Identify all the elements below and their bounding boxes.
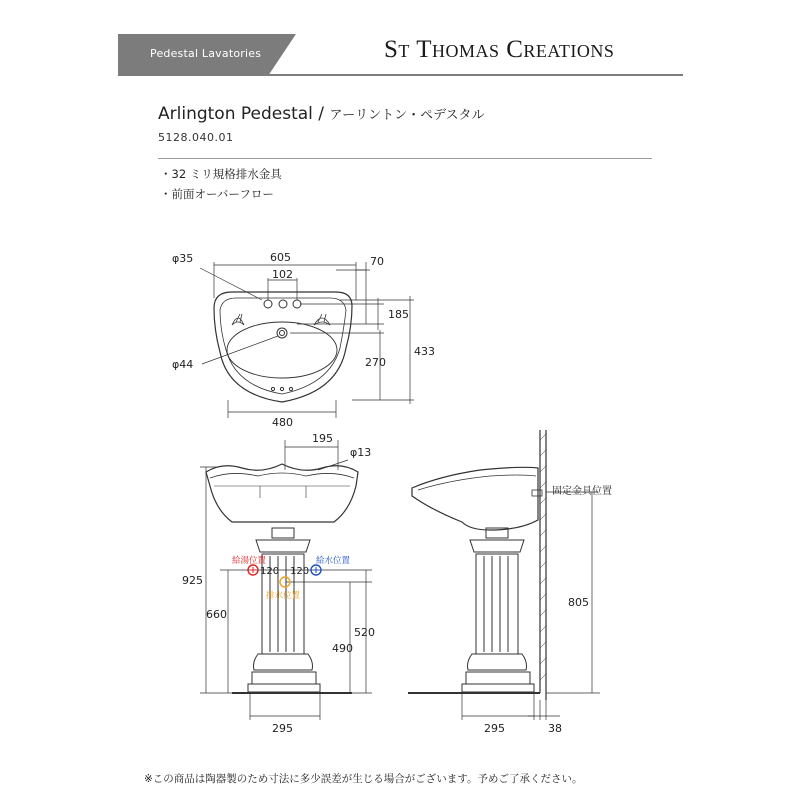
dim-cold-offset: 120 — [290, 566, 310, 577]
dim-front-tap-offset: 195 — [312, 432, 333, 445]
dim-outlet-height: 520 — [354, 626, 375, 639]
product-code: 5128.040.01 — [158, 131, 234, 144]
front-view-basin — [206, 464, 358, 522]
feature-item: ・32 ミリ規格排水金具 — [160, 167, 282, 181]
dim-side-base-width: 295 — [484, 722, 505, 735]
dim-tap-depth: 185 — [388, 308, 409, 321]
side-view-pedestal — [462, 528, 534, 692]
dim-hot-offset: 120 — [260, 566, 280, 577]
dim-height: 925 — [182, 574, 203, 587]
hot-water-label: 給湯位置 — [232, 556, 267, 566]
dim-wall-gap: 38 — [548, 722, 562, 735]
front-view-pedestal — [248, 528, 320, 692]
side-view-basin — [412, 467, 542, 530]
dim-depth: 433 — [414, 345, 435, 358]
dim-tap-spacing: 102 — [272, 268, 293, 281]
dim-bowl-width: 480 — [272, 416, 293, 429]
dim-bowl-depth: 270 — [365, 356, 386, 369]
title-separator: / — [312, 104, 330, 124]
dim-tap-offset: 70 — [370, 255, 384, 268]
side-view-wall — [540, 430, 546, 700]
cold-water-label: 給水位置 — [316, 556, 351, 566]
product-name-jp: アーリントン・ペデスタル — [329, 108, 485, 123]
dim-inlet-height: 660 — [206, 608, 227, 621]
dim-front-base-width: 295 — [272, 722, 293, 735]
dim-drain-dia: φ44 — [172, 358, 194, 371]
brand-logo: St Thomas Creations — [384, 36, 615, 63]
dim-width: 605 — [270, 251, 291, 264]
dim-bracket-height: 805 — [568, 596, 589, 609]
category-label: Pedestal Lavatories — [150, 47, 262, 60]
dim-tap-dia: φ13 — [350, 446, 372, 459]
footnote: ※この商品は陶器製のため寸法に多少誤差が生じる場合がございます。予めご了承ください。 — [144, 773, 583, 785]
feature-item: ・前面オーバーフロー — [160, 187, 274, 201]
product-name-en: Arlington Pedestal — [158, 104, 313, 124]
top-view-basin — [214, 292, 352, 402]
bracket-label: 固定金具位置 — [552, 486, 612, 497]
dim-drain-height: 490 — [332, 642, 353, 655]
dim-hole-dia: φ35 — [172, 252, 194, 265]
drain-label: 排水位置 — [266, 591, 301, 601]
